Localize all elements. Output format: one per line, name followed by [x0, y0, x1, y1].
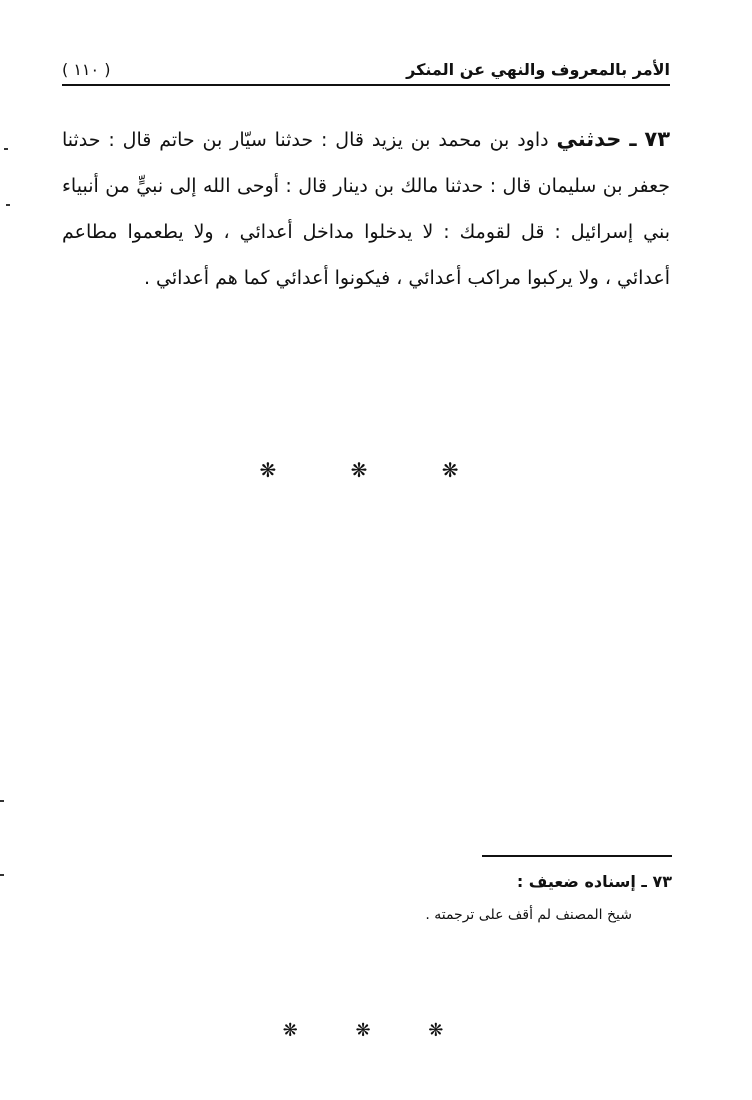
- scan-speck: [4, 148, 8, 150]
- hadith-paragraph: [62, 116, 670, 301]
- section-separator: ❋ ❋ ❋: [259, 458, 493, 482]
- running-title: الأمر بالمعروف والنهي عن المنكر: [406, 60, 670, 79]
- hadith-number: ٧٣: [644, 127, 671, 151]
- scan-speck: [6, 204, 10, 206]
- narration-verb: حدثني: [556, 127, 622, 151]
- hadith-dash: ـ: [629, 127, 637, 151]
- page-header: [62, 52, 670, 86]
- hadith-text: داود بن محمد بن يزيد قال : حدثنا سيّار بن حاتم قال : حدثنا جعفر بن سليمان قال : حدثنا مالك بن دينار قال : أوحى الله إلى نبيٍّ من أنبياء بني إسرائيل : قل لقومك : لا يدخلوا مداخل أعدائي ، ولا يطعموا مطاعم أعدائي ، ولا يركبوا مراكب أعدائي ، فيكونوا أعدائي كما هم أعدائي .: [62, 129, 670, 289]
- scan-speck: [0, 874, 4, 876]
- footer-separator: ❋ ❋ ❋: [282, 1020, 470, 1041]
- header-rule: [62, 84, 670, 86]
- page-number: ( ١١٠ ): [62, 60, 111, 79]
- footnote-heading: ٧٣ ـ إسناده ضعيف :: [516, 872, 672, 891]
- footnote-rule: [482, 855, 672, 857]
- scan-speck: [0, 800, 4, 802]
- footnote-text: شيخ المصنف لم أقف على ترجمته .: [425, 907, 632, 923]
